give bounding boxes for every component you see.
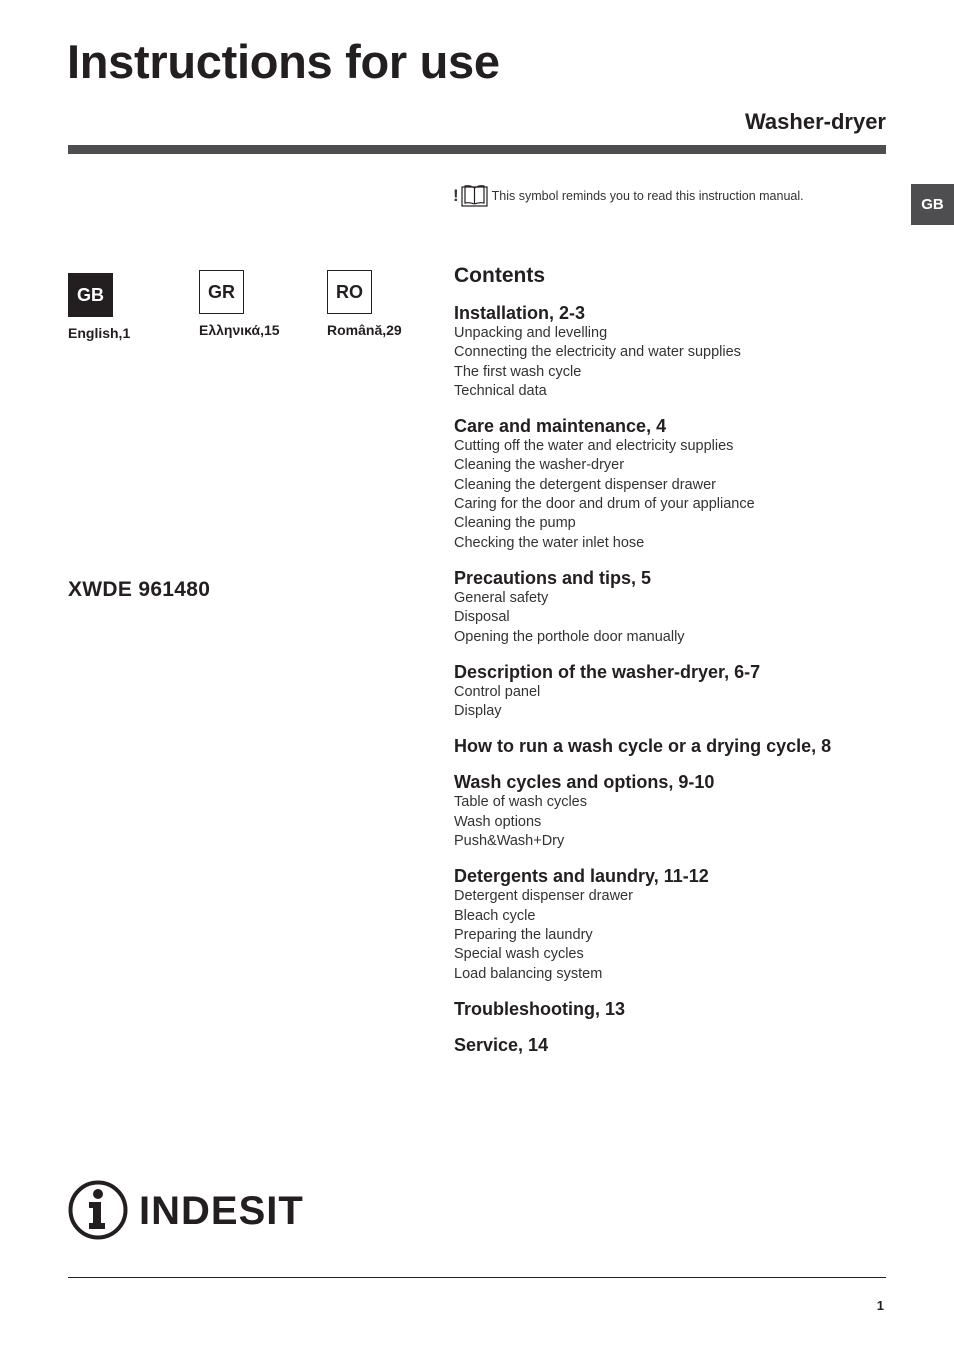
section-item[interactable]: The first wash cycle xyxy=(454,363,582,380)
contents-section xyxy=(454,1034,894,1056)
book-icon xyxy=(461,184,488,207)
language-label: Ελληνικά,15 xyxy=(199,322,280,338)
language-code-box: GR xyxy=(199,270,244,314)
section-item[interactable]: Caring for the door and drum of your appliance xyxy=(454,496,755,513)
section-item[interactable]: Display xyxy=(454,703,502,720)
section-item[interactable]: Cutting off the water and electricity supplies xyxy=(454,438,734,455)
contents-section xyxy=(454,661,894,722)
section-heading[interactable]: Installation, 2-3 xyxy=(454,303,586,323)
contents-sections xyxy=(454,302,894,1056)
contents-section xyxy=(454,567,894,647)
language-code-box: RO xyxy=(327,270,372,314)
section-item[interactable]: General safety xyxy=(454,589,549,606)
language-code-box: GB xyxy=(68,273,113,317)
section-item[interactable]: Cleaning the pump xyxy=(454,515,576,532)
brand-logo xyxy=(67,1180,304,1245)
section-heading[interactable]: Troubleshooting, 13 xyxy=(454,998,626,1019)
language-gb[interactable] xyxy=(68,273,130,341)
section-item[interactable]: Push&Wash+Dry xyxy=(454,833,565,850)
section-item[interactable]: Cleaning the detergent dispenser drawer xyxy=(454,476,716,493)
product-subtitle: Washer-dryer xyxy=(744,109,886,134)
section-heading[interactable]: How to run a wash cycle or a drying cycle, 8 xyxy=(454,736,832,757)
section-item[interactable]: Bleach cycle xyxy=(454,907,536,924)
section-item[interactable]: Detergent dispenser drawer xyxy=(454,888,633,905)
header-divider xyxy=(68,145,886,154)
section-item[interactable]: Preparing the laundry xyxy=(454,926,593,943)
contents-section xyxy=(454,865,894,983)
brand-wordmark: INDESIT xyxy=(139,1189,304,1233)
section-item[interactable]: Checking the water inlet hose xyxy=(454,534,645,551)
section-heading[interactable]: Detergents and laundry, 11-12 xyxy=(454,866,709,887)
section-heading[interactable]: Precautions and tips, 5 xyxy=(454,567,652,588)
section-item[interactable]: Opening the porthole door manually xyxy=(454,628,685,645)
contents-section xyxy=(454,998,894,1020)
section-heading[interactable]: Care and maintenance, 4 xyxy=(454,416,667,437)
contents-section xyxy=(454,735,894,757)
section-item[interactable]: Cleaning the washer-dryer xyxy=(454,457,625,474)
warning-mark: ! xyxy=(453,185,459,205)
contents-section xyxy=(454,415,894,553)
page-number: 1 xyxy=(876,1298,884,1313)
language-gr[interactable] xyxy=(199,270,280,338)
section-item[interactable]: Control panel xyxy=(454,683,541,700)
page-title: Instructions for use xyxy=(67,35,500,88)
language-ro[interactable] xyxy=(327,270,402,338)
section-heading[interactable]: Description of the washer-dryer, 6-7 xyxy=(454,661,761,682)
footer-divider xyxy=(68,1277,886,1278)
language-side-tab: GB xyxy=(911,184,954,225)
contents-section xyxy=(454,771,894,851)
manual-symbol-note xyxy=(453,184,804,207)
section-item[interactable]: Wash options xyxy=(454,813,542,830)
model-number: XWDE 961480 xyxy=(68,578,211,601)
contents-title: Contents xyxy=(454,264,545,287)
section-item[interactable]: Table of wash cycles xyxy=(454,794,587,811)
section-heading[interactable]: Wash cycles and options, 9-10 xyxy=(454,772,715,793)
language-label: English,1 xyxy=(68,325,131,341)
section-item[interactable]: Connecting the electricity and water supplies xyxy=(454,344,741,361)
contents-section xyxy=(454,302,894,401)
section-item[interactable]: Unpacking and levelling xyxy=(454,325,608,341)
section-item[interactable]: Disposal xyxy=(454,609,510,626)
table-of-contents xyxy=(454,264,894,1070)
symbol-note-text: This symbol reminds you to read this instruction manual. xyxy=(491,188,804,203)
section-item[interactable]: Technical data xyxy=(454,382,547,399)
section-heading[interactable]: Service, 14 xyxy=(454,1034,549,1055)
section-item[interactable]: Special wash cycles xyxy=(454,946,584,963)
language-label: Română,29 xyxy=(327,322,402,338)
section-item[interactable]: Load balancing system xyxy=(454,965,603,982)
